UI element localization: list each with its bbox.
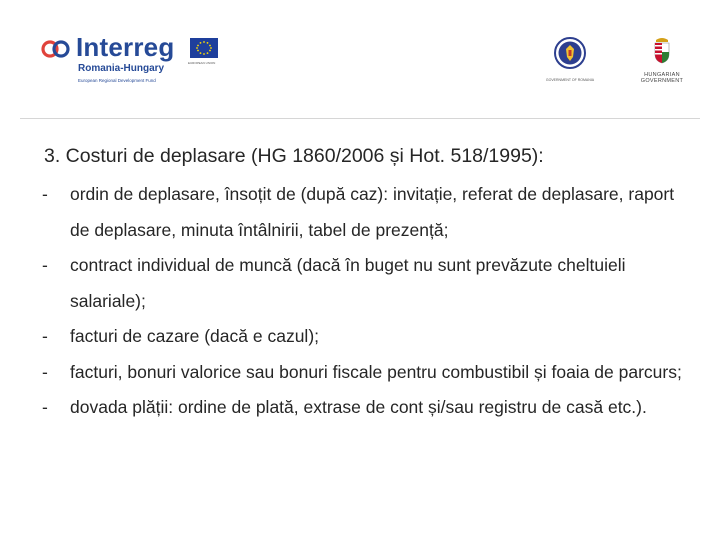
interreg-wordmark: Interreg [76, 32, 175, 62]
bullet-marker: - [42, 184, 48, 204]
list-item-text: facturi, bonuri valorice sau bonuri fiscale pentru combustibil și foaia de parcurs; [70, 361, 682, 382]
eu-flag-icon [190, 38, 218, 58]
list-item [42, 355, 692, 391]
list-item-text: facturi de cazare (dacă e cazul); [70, 326, 320, 346]
fund-name: European Regional Development Fund [78, 78, 156, 83]
interreg-logo [40, 32, 220, 92]
list-item [42, 319, 692, 355]
programme-name: Romania-Hungary [78, 63, 165, 74]
romania-crest-icon [553, 36, 587, 70]
header-divider [20, 118, 700, 119]
interreg-mark-icon [40, 38, 72, 60]
hungary-caption [637, 72, 687, 84]
hungary-caption-line2: GOVERNMENT [640, 78, 684, 84]
romania-government-logo [538, 36, 602, 80]
list-item-text: contract individual de muncă (dacă în buget nu sunt prevăzute cheltuieli salariale); [70, 255, 626, 311]
bullet-marker: - [42, 397, 48, 417]
bullet-marker: - [42, 326, 48, 346]
list-item-text: dovada plății: ordine de plată, extrase de cont și/sau registru de casă etc.). [70, 397, 647, 417]
list-item [42, 390, 692, 426]
eu-caption: EUROPEAN UNION [188, 61, 216, 65]
list-item [42, 248, 692, 319]
hungary-caption-line1: HUNGARIAN [644, 72, 680, 78]
bullet-marker: - [42, 255, 48, 275]
hungarian-government-logo [637, 36, 687, 84]
bullet-marker: - [42, 361, 48, 382]
list-item [42, 177, 692, 248]
requirements-list [42, 177, 692, 426]
hungary-crest-icon [652, 36, 672, 64]
romania-caption: GOVERNMENT OF ROMANIA [545, 78, 595, 82]
list-item-text: ordin de deplasare, însoțit de (după caz): invitație, referat de deplasare, raport de deplasare, minuta întâlnirii, tabel de prezență; [70, 184, 675, 240]
section-heading: 3. Costuri de deplasare (HG 1860/2006 și Hot. 518/1995): [44, 145, 544, 167]
